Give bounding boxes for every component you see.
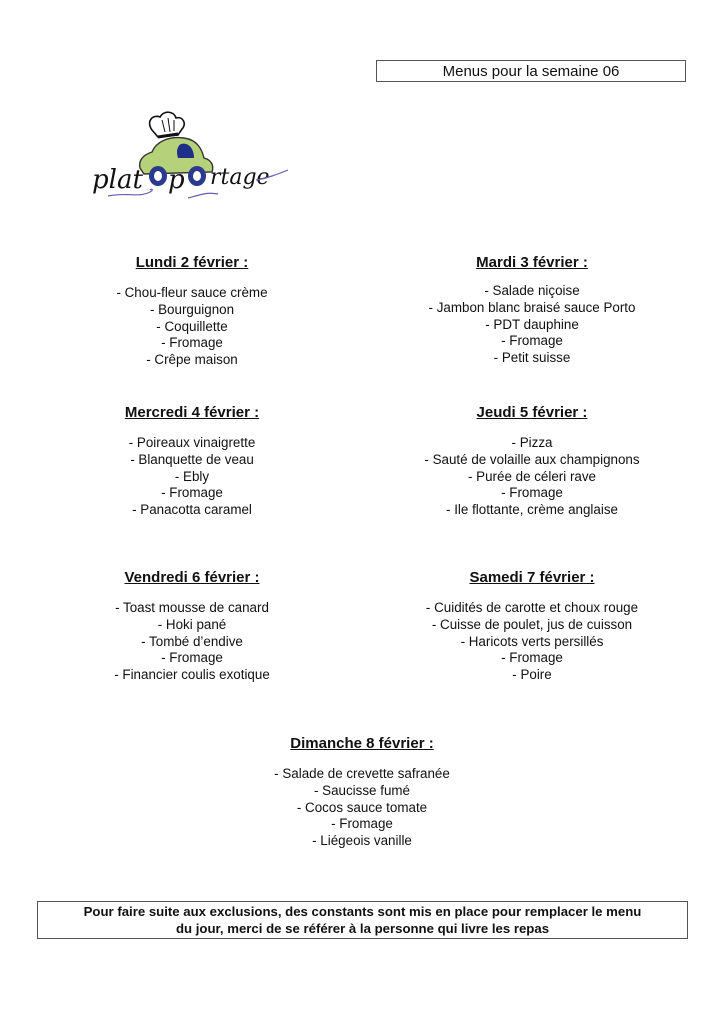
note-line-2: du jour, merci de se référer à la personne qui livre les repas	[175, 921, 550, 936]
menu-item: - Cuidités de carotte et choux rouge	[425, 600, 639, 615]
menu-item: - Tombé d’endive	[141, 633, 243, 649]
note-line-1: Pour faire suite aux exclusions, des constants sont mis en place pour remplacer le menu	[83, 904, 642, 919]
day-title: Mardi 3 février :	[476, 254, 588, 271]
day-title: Dimanche 8 février :	[290, 735, 434, 752]
svg-text:p: p	[168, 165, 185, 195]
menu-item: - Blanquette de veau	[130, 451, 254, 467]
plat-oportage-logo	[88, 108, 298, 203]
svg-text:rtage: rtage	[210, 165, 270, 190]
menu-item: - Fromage	[501, 650, 563, 666]
menu-item: - Jambon blanc braisé sauce Porto	[428, 299, 636, 315]
menu-list	[392, 283, 672, 367]
logo-graphic-icon	[88, 108, 298, 203]
menu-list	[222, 766, 502, 850]
menu-item: - Fromage	[501, 485, 563, 501]
day-title: Lundi 2 février :	[135, 254, 249, 271]
menu-list	[52, 600, 332, 684]
menu-list	[52, 435, 332, 519]
menu-item: - Cocos sauce tomate	[296, 799, 428, 815]
menu-item: - PDT dauphine	[485, 316, 579, 332]
menu-item: - Ebly	[174, 468, 210, 484]
menu-item: - Saucisse fumé	[313, 782, 410, 798]
menu-item: - Panacotta caramel	[132, 502, 252, 518]
menu-item: - Salade de crevette safranée	[274, 766, 450, 781]
day-title: Jeudi 5 février :	[476, 404, 588, 421]
day-tuesday	[392, 254, 672, 367]
exclusions-note	[37, 901, 688, 939]
menu-list	[392, 435, 672, 519]
day-saturday	[392, 569, 672, 684]
day-thursday	[392, 404, 672, 519]
menu-item: - Sauté de volaille aux champignons	[424, 451, 640, 467]
menu-item: - Ile flottante, crème anglaise	[446, 502, 618, 518]
day-title: Mercredi 4 février :	[124, 404, 260, 421]
day-wednesday	[52, 404, 332, 519]
day-title: Samedi 7 février :	[469, 569, 595, 586]
menu-item: - Cuisse de poulet, jus de cuisson	[431, 616, 633, 632]
page-title: Menus pour la semaine 06	[376, 60, 686, 82]
day-title: Vendredi 6 février :	[124, 569, 260, 586]
menu-item: - Petit suisse	[493, 350, 571, 366]
menu-item: - Crêpe maison	[146, 352, 238, 368]
menu-item: - Liégeois vanille	[312, 833, 412, 849]
menu-item: - Haricots verts persillés	[460, 633, 604, 649]
day-monday	[52, 254, 332, 369]
menu-item: - Fromage	[161, 335, 223, 351]
menu-item: - Fromage	[501, 333, 563, 349]
day-friday	[52, 569, 332, 684]
day-sunday	[222, 735, 502, 850]
menu-item: - Toast mousse de canard	[115, 600, 269, 615]
menu-item: - Salade niçoise	[484, 283, 580, 298]
menu-item: - Pizza	[511, 435, 553, 450]
menu-item: - Poire	[512, 667, 552, 683]
svg-text:plat: plat	[92, 165, 143, 195]
menu-list	[52, 285, 332, 369]
menu-item: - Poireaux vinaigrette	[128, 435, 256, 450]
menu-item: - Fromage	[161, 650, 223, 666]
menu-item: - Chou-fleur sauce crème	[116, 285, 268, 300]
menu-item: - Financier coulis exotique	[114, 667, 270, 683]
menu-item: - Purée de céleri rave	[467, 468, 596, 484]
menu-item: - Fromage	[331, 816, 393, 832]
menu-list	[392, 600, 672, 684]
menu-item: - Hoki pané	[157, 616, 227, 632]
menu-item: - Bourguignon	[149, 301, 235, 317]
menu-item: - Coquillette	[156, 318, 228, 334]
menu-item: - Fromage	[161, 485, 223, 501]
